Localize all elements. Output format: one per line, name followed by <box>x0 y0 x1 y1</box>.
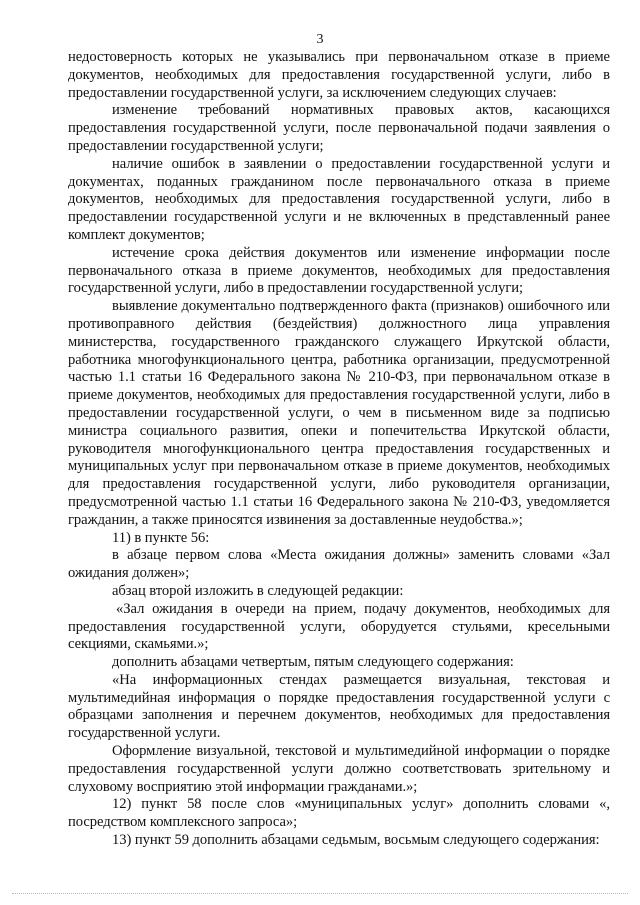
paragraph: Оформление визуальной, текстовой и мультимедийной информации о порядке предоставления государственной услуги должно соответствовать зрительному и слуховому восприятию этой информации гражданами.»; <box>68 743 610 795</box>
footer-divider <box>12 893 628 894</box>
paragraph: недостоверность которых не указывались при первоначальном отказе в приеме документов, необходимых для предоставления государственной услуги, либо в предоставлении государственной услуги, за исключением следующих случаев: <box>68 49 610 101</box>
page-number: 3 <box>316 32 324 47</box>
paragraph: «На информационных стендах размещается визуальная, текстовая и мультимедийная информация о порядке предоставления государственной услуги с образцами заполнения и перечнем документов, необходимых для предоставления государственной услуги. <box>68 671 610 742</box>
paragraph: выявление документально подтвержденного факта (признаков) ошибочного или противоправного действия (бездействия) должностного лица управления министерства, государственного гражданского служащего Иркутской области, работника многофункционального центра, работника организации, предусмотренной частью 1.1 статьи 16 Федерального закона № 210-ФЗ, при первоначальном отказе в приеме документов, необходимых для предоставления государственной услуги, либо в предоставлении государственной услуги, о чем в письменном виде за подписью министра социального развития, опеки и попечительства Иркутской области, руководителя многофункционального центра предоставления государственных и муниципальных услуг при первоначальном отказе в приеме документов, необходимых для предоставления государственной услуги, либо руководителя организации, предусмотренной частью 1.1 статьи 16 Федерального закона № 210-ФЗ, уведомляется гражданин, а также приносятся извинения за доставленные неудобства.»; <box>68 298 610 528</box>
paragraph: наличие ошибок в заявлении о предоставлении государственной услуги и документах, поданных гражданином после первоначального отказа в приеме документов, необходимых для предоставления государственной услуги, либо в предоставлении государственной услуги и не включенных в представленный ранее комплект документов; <box>68 155 610 243</box>
paragraph: дополнить абзацами четвертым, пятым следующего содержания: <box>112 654 514 671</box>
document-body <box>68 49 610 850</box>
paragraph: изменение требований нормативных правовых актов, касающихся предоставления государственной услуги, после первоначальной подачи заявления о предоставлении государственной услуги; <box>68 102 610 154</box>
paragraph: «Зал ожидания в очереди на прием, подачу документов, необходимых для предоставления государственной услуги, оборудуется стульями, кресельными секциями, скамьями.»; <box>68 600 610 653</box>
paragraph: в абзаце первом слова «Места ожидания должны» заменить словами «Зал ожидания должен»; <box>68 547 610 582</box>
paragraph: 12) пункт 58 после слов «муниципальных услуг» дополнить словами «, посредством комплексного запроса»; <box>68 796 610 831</box>
paragraph: 13) пункт 59 дополнить абзацами седьмым, восьмым следующего содержания: <box>112 832 600 849</box>
paragraph: абзац второй изложить в следующей редакции: <box>112 582 404 599</box>
paragraph: 11) в пункте 56: <box>112 529 210 546</box>
paragraph: истечение срока действия документов или изменение информации после первоначального отказа в приеме документов, необходимых для предоставления государственной услуги, либо в предоставлении государственной услуги; <box>68 244 610 297</box>
